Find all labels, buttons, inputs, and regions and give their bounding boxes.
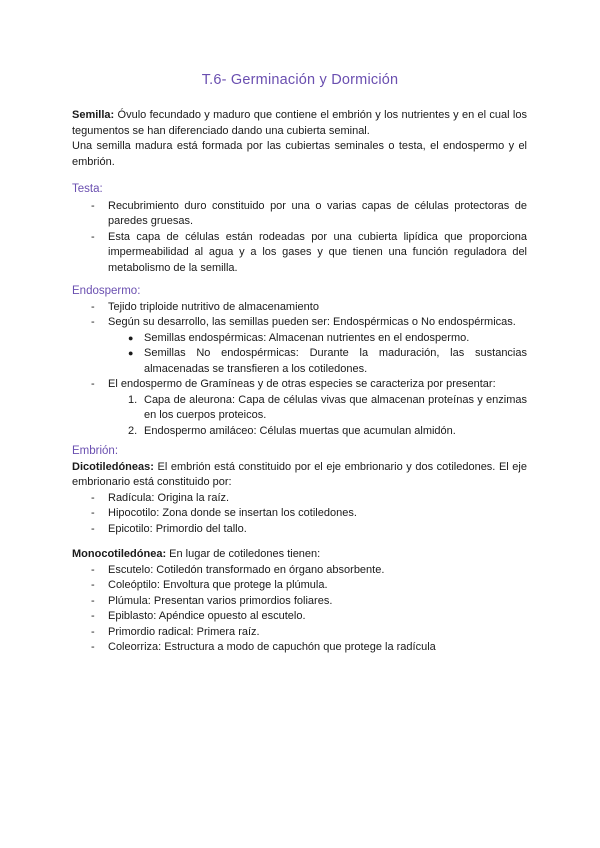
testa-section [72,182,527,276]
list-item: - Epicotilo: Primordio del tallo. [91,522,247,535]
numbered-item: 2. Endospermo amiláceo: Células muertas que acumulan almidón. [128,424,456,437]
sub-list-item: ● Semillas endospérmicas: Almacenan nutrientes en el endospermo. [128,331,470,344]
semilla-section [72,108,527,170]
embrion-heading: Embrión: [72,445,119,457]
endospermo-heading: Endospermo: [72,285,141,297]
list-item: - Epiblasto: Apéndice opuesto al escutelo. [91,610,306,622]
list-item: - Hipocotilo: Zona donde se insertan los cotiledones. [91,507,357,519]
list-item: - Esta capa de células están rodeadas por una cubierta lipídica que proporciona impermeabilidad al agua y a los gases y que tienen una función reguladora del metabolismo de la semilla. [91,230,527,274]
list-item: - Plúmula: Presentan varios primordios foliares. [91,594,333,607]
monocotiledonea-section [72,547,527,656]
dicotiledoneas-label: Dicotiledóneas: [72,460,154,473]
endospermo-section [72,284,527,439]
list-item: - Según su desarrollo, las semillas pueden ser: Endospérmicas o No endospérmicas. [91,316,516,328]
list-item: - Primordio radical: Primera raíz. [91,625,260,638]
sub-list-item: ● Semillas No endospérmicas: Durante la maduración, las sustancias almacenadas se transfieren a los cotiledones. [128,347,527,375]
monocotiledonea-definition: Monocotiledónea: En lugar de cotiledones tienen: [72,548,321,560]
semilla-definition [72,108,527,139]
list-item: - Escutelo: Cotiledón transformado en órgano absorbente. [91,563,385,576]
list-item: - Coleorriza: Estructura a modo de capuchón que protege la radícula [91,641,436,653]
page-title: T.6- Germinación y Dormición [201,72,399,88]
numbered-item: 1. Capa de aleurona: Capa de células vivas que almacenan proteínas y enzimas en los cuerpos proteicos. [128,393,527,421]
list-item: - Radícula: Origina la raíz. [91,491,230,504]
semilla-text: Óvulo fecundado y maduro que contiene el embrión y los nutrientes y en el cual los tegumentos se han diferenciado dando una cubierta seminal. [72,109,527,137]
monocotiledonea-label: Monocotiledónea: [72,548,167,560]
list-item: - El endospermo de Gramíneas y de otras especies se caracteriza por presentar: [91,378,496,390]
testa-heading: Testa: [72,183,103,195]
semilla-composition: Una semilla madura está formada por las cubiertas seminales o testa, el endospermo y el embrión. [72,140,527,168]
dicotiledoneas-definition: Dicotiledóneas: El embrión está constituido por el eje embrionario y dos cotiledones. El eje embrionario está constituido por: [72,460,527,488]
list-item: - Recubrimiento duro constituido por una o varias capas de células protectoras de paredes gruesas. [91,199,527,227]
semilla-label: Semilla: [72,109,115,121]
embrion-section [72,444,527,537]
list-item: - Tejido triploide nutritivo de almacenamiento [91,300,319,313]
list-item: - Coleóptilo: Envoltura que protege la plúmula. [91,579,328,591]
